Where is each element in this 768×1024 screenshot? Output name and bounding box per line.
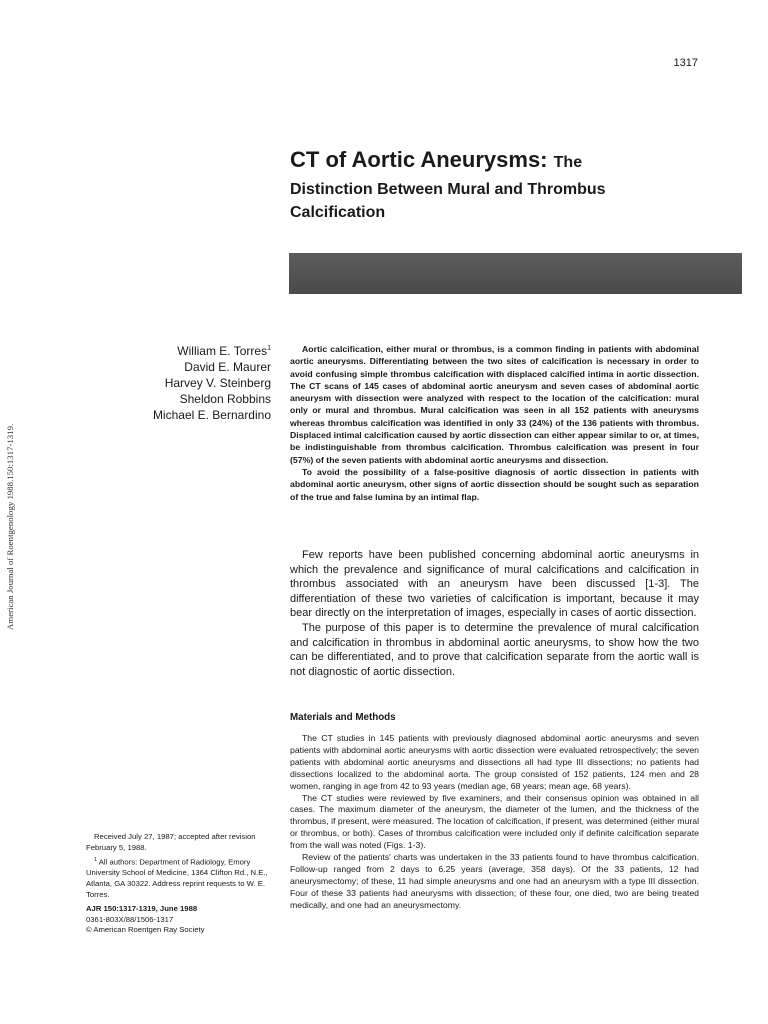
footnote-mark: 1 <box>94 857 98 864</box>
journal-code: 0361-803X/88/1506-1317 <box>86 914 174 924</box>
title-subtitle-line-2: Calcification <box>290 204 386 221</box>
affiliation-note: $^1$ All authors: Department of Radiology, Emory University School of Medicine, 1364 Clifton Rd., N.E., Atlanta, GA 30322. Address reprint requests to W. E. Torres. <box>86 857 268 899</box>
author-list <box>100 341 271 423</box>
methods-paragraph: The CT studies in 145 patients with previously diagnosed abdominal aortic aneurysms and seven patients with abdominal aortic aneurysms with aortic dissection were evaluated retrospectively; the seven patients with abdominal aortic aneurysms and dissections all had type III dissections; no patients had dissections localized to the abdominal aorta. The group consisted of 152 patients, 124 men and 28 women, ranging in age from 42 to 93 years (median age, 68 years; mean age, 68 years). <box>290 733 699 791</box>
abstract <box>290 343 699 503</box>
journal-citation: AJR 150:1317-1319, June 1988 <box>86 904 198 914</box>
author: William E. Torres$^1$ <box>177 344 271 358</box>
publication-info <box>86 904 271 936</box>
author: Michael E. Bernardino <box>152 408 271 422</box>
introduction <box>290 548 699 679</box>
intro-paragraph: Few reports have been published concerning abdominal aortic aneurysms in which the prevalence and significance of mural calcifications and calcification in thrombus associated with an aneurysm have been discussed [1-3]. The differentiation of these two varieties of calcification is important, because it may bear directly on the interpretation of images, especially in cases of aortic dissection. <box>290 549 699 620</box>
title-the: The <box>553 154 583 171</box>
author-footnote-mark: 1 <box>267 345 271 352</box>
footnote <box>86 832 271 936</box>
intro-paragraph: The purpose of this paper is to determine the prevalence of mural calcification and calcification in thrombus in abdominal aortic aneurysms, to show how the two can be differentiated, and to prove that calcification separate from the aortic wall is not diagnostic of aortic dissection. <box>290 621 699 678</box>
article-title <box>290 145 730 224</box>
title-subtitle-line-1: Distinction Between Mural and Thrombus <box>290 181 606 198</box>
title-main: CT of Aortic Aneurysms: <box>290 147 548 172</box>
copyright: © American Roentgen Ray Society <box>86 925 205 935</box>
title-banner-band <box>289 253 742 294</box>
methods-section <box>290 733 699 912</box>
methods-paragraph: The CT studies were reviewed by five examiners, and their consensus opinion was obtained in all cases. The maximum diameter of the aneurysm, the diameter of the lumen, and the thickness of the thrombus, if present, were measured. The location of calcification, if present, was determined (either mural or thrombus, or both). Cases of thrombus calcification were included only if definite calcification separate from the wall was noted (Figs. 1-3). <box>290 792 699 851</box>
author: David E. Maurer <box>184 360 271 374</box>
title-main-line <box>290 145 730 178</box>
abstract-paragraph: To avoid the possibility of a false-positive diagnosis of aortic dissection in patients with abdominal aortic aneurysm, other signs of aortic dissection should be sought such as separation of the true and false lumina by an intimal flap. <box>290 466 699 502</box>
author: Harvey V. Steinberg <box>164 376 271 390</box>
received-note: Received July 27, 1987; accepted after revision February 5, 1988. <box>86 832 256 852</box>
section-heading-methods: Materials and Methods <box>290 712 396 723</box>
side-citation: American Journal of Roentgenology 1988.150:1317-1319. <box>5 423 15 630</box>
page-number: 1317 <box>673 57 698 69</box>
abstract-paragraph: Aortic calcification, either mural or thrombus, is a common finding in patients with abdominal aortic aneurysms. Differentiating between the two sites of calcification is necessary in order to avoid confusing simple thrombus calcification with displaced calcified intima in aortic dissection. The CT scans of 145 cases of abdominal aortic aneurysm and seven cases of abdominal aortic aneurysm with dissection were analyzed with respect to the location of the calcification: mural only or mural and thrombus. Mural calcification was seen in all 152 patients with aneurysms whereas thrombus calcification was identified in only 33 (24%) of the 136 patients with thrombus. Displaced intimal calcification caused by aortic dissection can either appear similar to or, at times, be indistinguishable from thrombus calcification. Thrombus calcification was present in four (57%) of the seven patients with abdominal aortic aneurysms and dissection. <box>290 344 699 465</box>
methods-paragraph: Review of the patients' charts was undertaken in the 33 patients found to have thrombus calcification. Follow-up ranged from 2 days to 6.25 years (average, 358 days). Of the 33 patients, 12 had aneurysmectomy; of these, 11 had simple aneurysms and one had an aneurysm with a type III dissection. Four of these 33 patients had aneurysms with dissection; of these four, one died, two are being treated medically, and one had an aneurysmectomy. <box>290 852 699 910</box>
author: Sheldon Robbins <box>179 392 271 406</box>
